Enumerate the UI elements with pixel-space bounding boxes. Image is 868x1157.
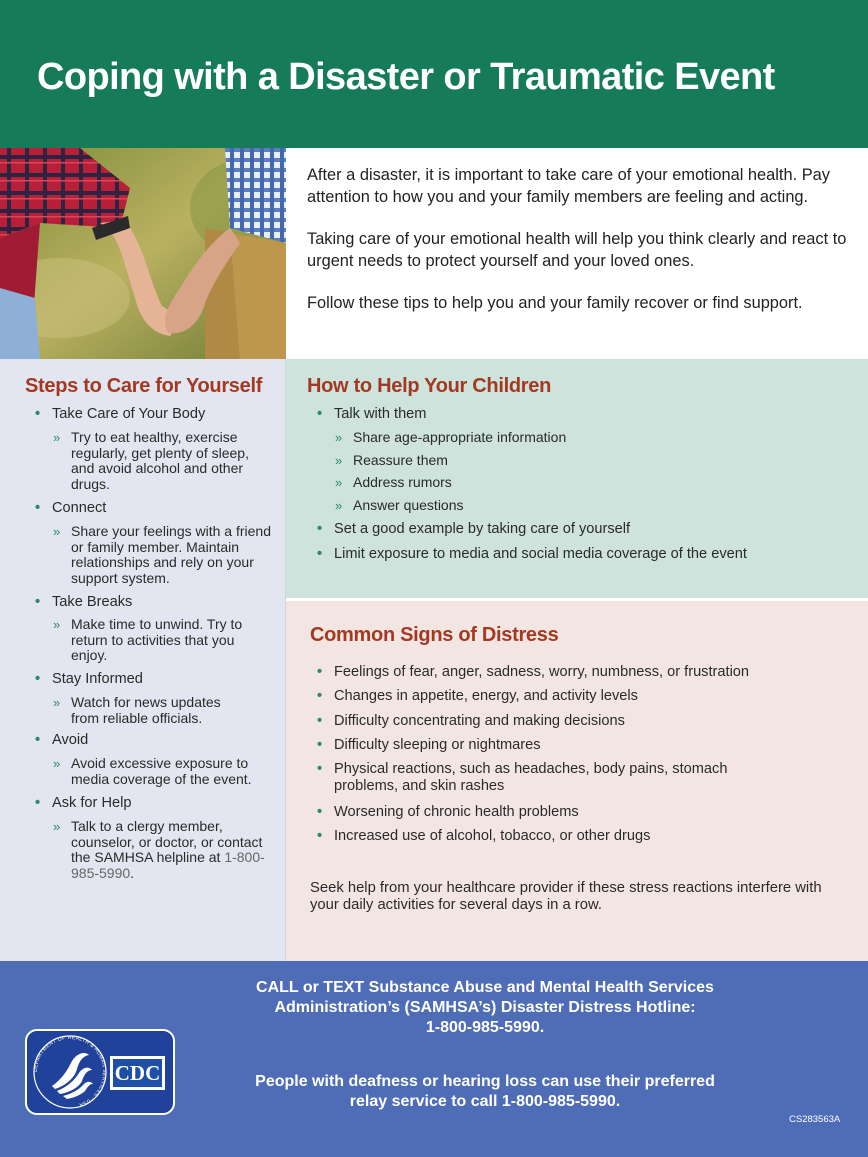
- children-title: How to Help Your Children: [307, 375, 551, 397]
- self-care-title: Steps to Care for Yourself: [25, 375, 263, 397]
- hotline-number: 1-800-985-5990.: [425, 1019, 545, 1036]
- self-care-item: • Avoid: [52, 732, 88, 749]
- intro-paragraph: Follow these tips to help you and your family recover or find support.: [307, 294, 803, 312]
- children-subitem: » Reassure them: [353, 453, 448, 469]
- self-care-item: • Connect: [52, 500, 106, 517]
- help-note: Seek help from your healthcare provider if these stress reactions interfere with your daily activities for several days in a row.: [310, 880, 822, 913]
- self-care-detail: » Avoid excessive exposure to media coverage of the event.: [71, 756, 271, 787]
- header-banner: [0, 0, 868, 148]
- self-care-detail: » Share your feelings with a friend or family member. Maintain relationships and rely on your support system.: [71, 524, 271, 586]
- self-care-item: • Stay Informed: [52, 671, 143, 688]
- children-subitem: » Address rumors: [353, 475, 452, 491]
- self-care-detail: [71, 819, 271, 881]
- distress-item: • Physical reactions, such as headaches, body pains, stomach problems, and skin rashes: [334, 761, 764, 795]
- document-code: CS283563A: [789, 1114, 841, 1125]
- children-subitem: » Answer questions: [353, 498, 464, 514]
- hhs-seal-icon: [27, 1031, 173, 1113]
- self-care-detail: » Make time to unwind. Try to return to activities that you enjoy.: [71, 617, 267, 664]
- seal-text: DEPARTMENT OF HEALTH & HUMAN SERVICES · USA: [32, 1034, 108, 1108]
- hhs-cdc-logo: [25, 1029, 175, 1115]
- distress-item: • Difficulty sleeping or nightmares: [334, 737, 541, 754]
- cdc-logo-text: CDC: [114, 1061, 161, 1085]
- page-title: Coping with a Disaster or Traumatic Event: [37, 56, 775, 98]
- self-care-detail-end: .: [130, 864, 135, 881]
- self-care-detail: » Watch for news updates from reliable officials.: [71, 695, 251, 726]
- children-item: • Talk with them: [334, 406, 426, 423]
- hands-photo: [0, 148, 286, 359]
- hotline-line: Administration’s (SAMHSA’s) Disaster Distress Hotline:: [274, 999, 696, 1016]
- self-care-detail-text: Talk to a clergy member, counselor, or doctor, or contact the SAMHSA helpline at: [71, 818, 263, 865]
- distress-item: • Feelings of fear, anger, sadness, worry, numbness, or frustration: [334, 664, 749, 681]
- distress-item: • Increased use of alcohol, tobacco, or other drugs: [334, 828, 650, 845]
- distress-item: • Worsening of chronic health problems: [334, 804, 579, 821]
- intro-paragraph: Taking care of your emotional health will help you think clearly and react to urgent needs to protect yourself and your loved ones.: [307, 230, 847, 270]
- distress-title: Common Signs of Distress: [310, 624, 559, 646]
- hands-photo-illustration: [0, 148, 286, 359]
- helpline-number: 1-800-985-5990: [71, 849, 265, 881]
- intro-paragraph: After a disaster, it is important to take care of your emotional health. Pay attention to how you and your family members are feeling and acting.: [307, 166, 830, 206]
- self-care-item: • Ask for Help: [52, 795, 131, 812]
- self-care-item: • Take Care of Your Body: [52, 406, 205, 423]
- intro-text: [307, 164, 857, 334]
- relay-line: relay service to call 1-800-985-5990.: [349, 1093, 621, 1110]
- relay-line: People with deafness or hearing loss can use their preferred: [255, 1073, 715, 1090]
- distress-item: • Difficulty concentrating and making decisions: [334, 713, 625, 730]
- self-care-detail: » Try to eat healthy, exercise regularly, get plenty of sleep, and avoid alcohol and other drugs.: [71, 430, 271, 492]
- children-item: • Set a good example by taking care of yourself: [334, 521, 630, 538]
- hotline-line: CALL or TEXT Substance Abuse and Mental Health Services: [256, 979, 714, 996]
- distress-item: • Changes in appetite, energy, and activity levels: [334, 688, 638, 705]
- self-care-item: • Take Breaks: [52, 594, 132, 611]
- children-item: • Limit exposure to media and social media coverage of the event: [334, 546, 747, 563]
- children-subitem: » Share age-appropriate information: [353, 430, 566, 446]
